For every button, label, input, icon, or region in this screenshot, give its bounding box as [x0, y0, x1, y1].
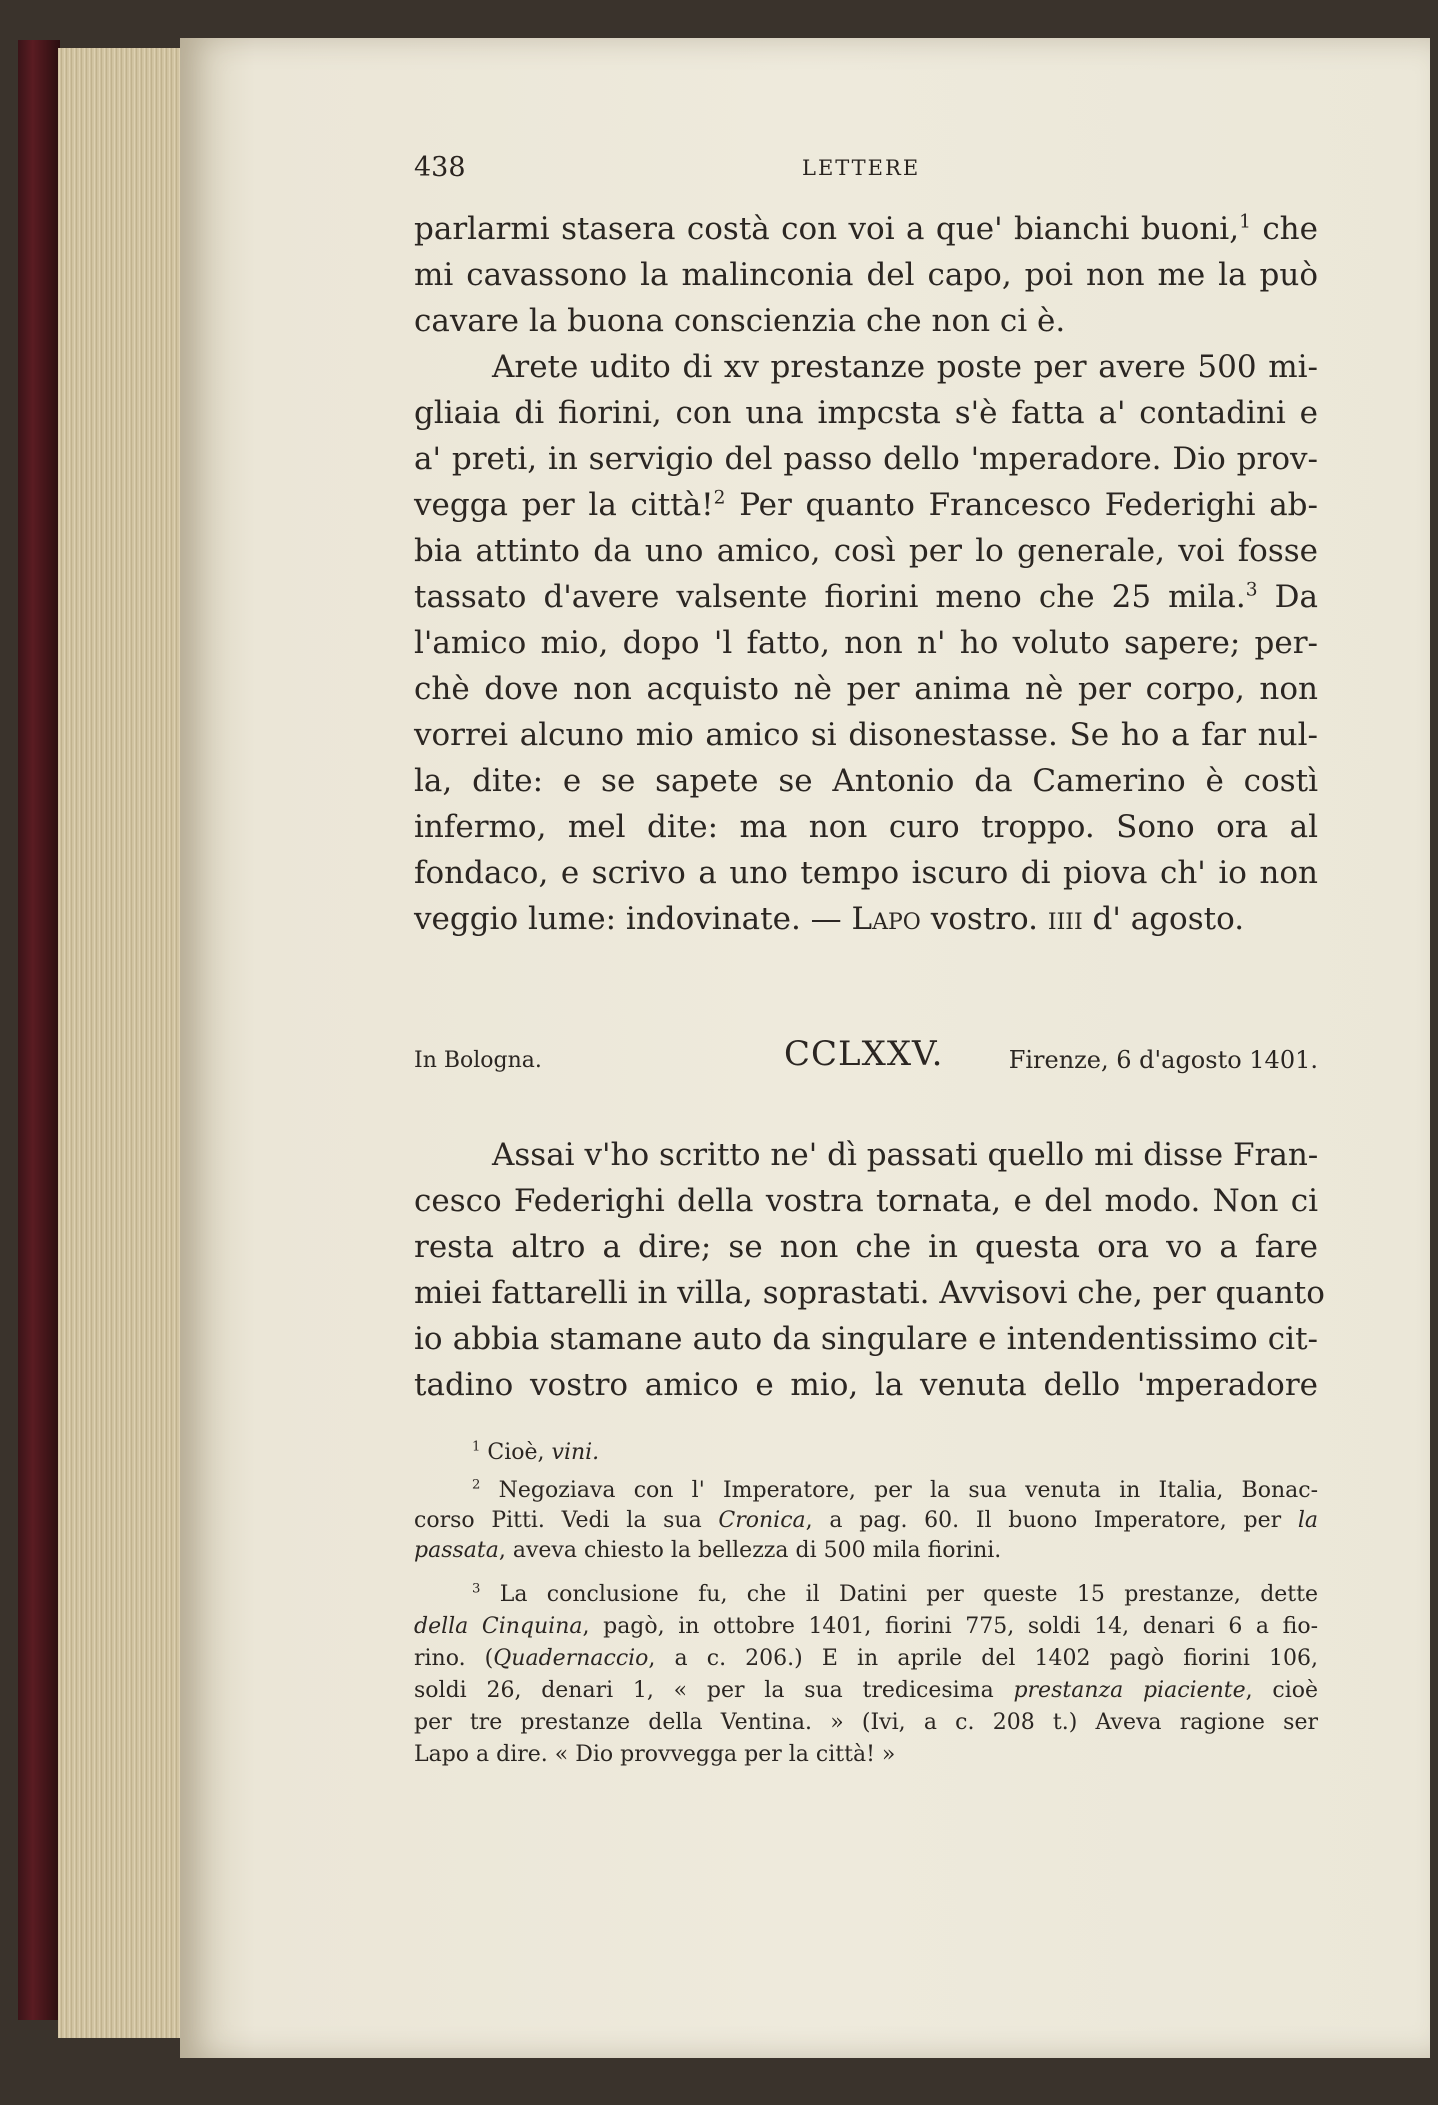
letter-heading	[414, 1034, 1318, 1084]
signature-name: Lapo	[851, 901, 921, 937]
text-line: resta altro a dire; se non che in questa ora vo a fare	[414, 1229, 1318, 1265]
text-line: infermo, mel dite: ma non curo troppo. Sono ora al	[414, 809, 1318, 845]
page-number: 438	[414, 152, 466, 183]
letter-place: In Bologna.	[414, 1048, 542, 1073]
letter-number: CCLXXV.	[784, 1034, 944, 1074]
text-line: tadino vostro amico e mio, la venuta dello 'mperadore	[414, 1367, 1318, 1403]
text-line: miei fattarelli in villa, soprastati. Avvisovi che, per quanto	[414, 1275, 1325, 1311]
text-line: mi cavassono la malinconia del capo, poi non me la può	[414, 257, 1318, 293]
footnote-marker: 2	[713, 487, 726, 509]
text-line: a' preti, in servigio del passo dello 'mperadore. Dio prov-	[414, 441, 1318, 477]
footnote-line: $^2$ Negoziava con l' Imperatore, per la sua venuta in Italia, Bonac-	[472, 1477, 1318, 1503]
footnote-line: $^1$ Cioè, vini.	[472, 1439, 600, 1465]
letter-dateline: Firenze, 6 d'agosto 1401.	[1008, 1046, 1318, 1074]
text-line: cavare la buona conscienzia che non ci è.	[414, 303, 1066, 339]
text-line: cesco Federighi della vostra tornata, e del modo. Non ci	[414, 1183, 1318, 1219]
text-line: parlarmi stasera costà con voi a que' bianchi buoni,$^1$ che	[414, 211, 1318, 247]
text-line: fondaco, e scrivo a uno tempo iscuro di piova ch' io non	[414, 855, 1318, 891]
text-line: la, dite: e se sapete se Antonio da Camerino è costì	[414, 763, 1318, 799]
footnote-line: $^3$ La conclusione fu, che il Datini per queste 15 prestanze, dette	[472, 1581, 1318, 1607]
running-title: LETTERE	[802, 156, 921, 180]
text-line: chè dove non acquisto nè per anima nè per corpo, non	[414, 671, 1318, 707]
book-spine	[18, 40, 60, 2020]
footnote-line: passata, aveva chiesto la bellezza di 500 mila fiorini.	[414, 1538, 1002, 1563]
text-line: vegga per la città!$^2$ Per quanto Francesco Federighi ab-	[414, 487, 1318, 523]
footnote-marker: 1	[1239, 211, 1251, 233]
footnote-number: 2	[472, 1477, 481, 1493]
text-line: l'amico mio, dopo 'l fatto, non n' ho voluto sapere; per-	[414, 625, 1318, 661]
roman-numeral: iiii	[1047, 901, 1083, 937]
text-line: bia attinto da uno amico, così per lo generale, voi fosse	[414, 533, 1318, 569]
footnote-line: della Cinquina, pagò, in ottobre 1401, fiorini 775, soldi 14, denari 6 a fio-	[414, 1614, 1318, 1639]
text-line: Assai v'ho scritto ne' dì passati quello mi disse Fran-	[492, 1137, 1319, 1173]
footnote-number: 3	[472, 1581, 481, 1597]
text-line: io abbia stamane auto da singulare e intendentissimo cit-	[414, 1321, 1318, 1357]
text-line: vorrei alcuno mio amico si disonestasse. Se ho a far nul-	[414, 717, 1318, 753]
text-line: gliaia di fiorini, con una impcsta s'è fatta a' contadini e	[414, 395, 1318, 431]
footnote-line: rino. (Quadernaccio, a c. 206.) E in aprile del 1402 pagò fiorini 106,	[414, 1646, 1318, 1671]
running-head	[414, 152, 1318, 188]
footnote-number: 1	[472, 1439, 481, 1455]
footnote-line: soldi 26, denari 1, « per la sua tredicesima prestanza piaciente, cioè	[414, 1678, 1318, 1703]
footnote-line: Lapo a dire. « Dio provvegga per la città! »	[414, 1742, 896, 1767]
text-line: veggio lume: indovinate. — Lapo vostro. iiii d' agosto.	[414, 901, 1245, 937]
text-line: Arete udito di xv prestanze poste per avere 500 mi-	[492, 349, 1318, 385]
text-line: tassato d'avere valsente fiorini meno che 25 mila.$^3$ Da	[414, 579, 1318, 615]
footnote-marker: 3	[1245, 579, 1258, 601]
footnote-line: corso Pitti. Vedi la sua Cronica, a pag. 60. Il buono Imperatore, per la	[414, 1508, 1318, 1533]
footnote-line: per tre prestanze della Ventina. » (Ivi, a c. 208 t.) Aveva ragione ser	[414, 1710, 1318, 1735]
